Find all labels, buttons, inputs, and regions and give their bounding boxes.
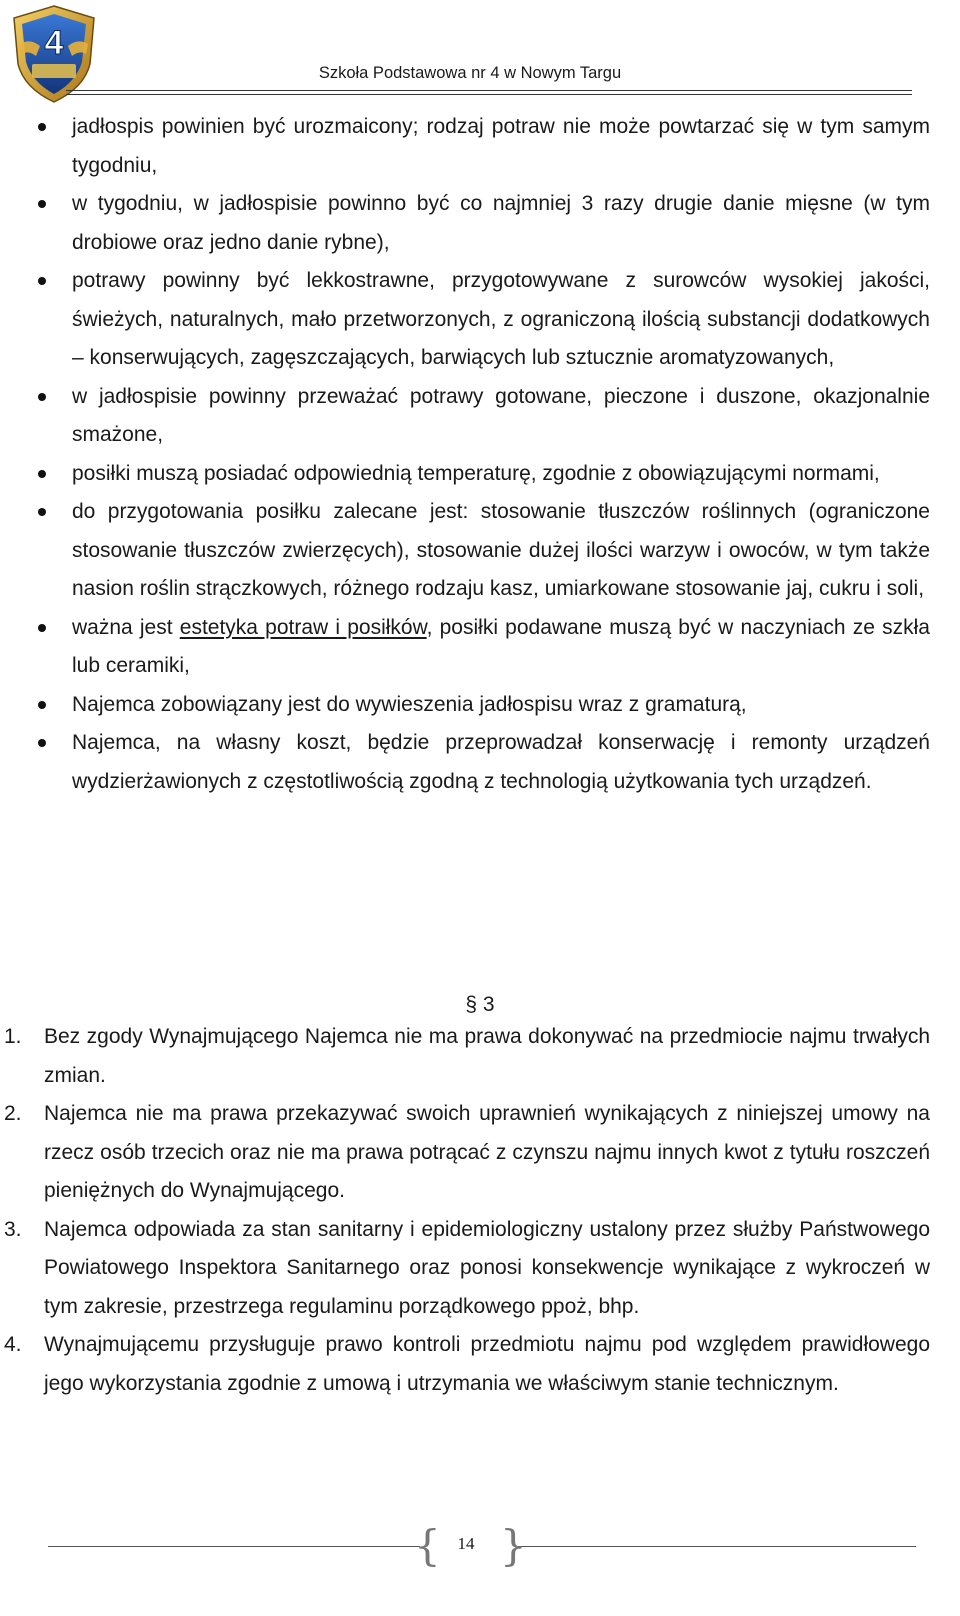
clause-text: Najemca odpowiada za stan sanitarny i epidemiologiczny ustalony przez służby Państwowego Powiatowego Inspektora Sanitarnego oraz ponosi konsekwencje wynikające z wykroczeń w tym zakresie, przestrzega regulaminu porządkowego ppoż, bhp. (44, 1217, 930, 1318)
clause-number: 1. (4, 1025, 22, 1048)
school-name: Szkoła Podstawowa nr 4 w Nowym Targu (318, 64, 622, 82)
clause-item (0, 1326, 960, 1403)
list-item-text: do przygotowania posiłku zalecane jest: stosowanie tłuszczów roślinnych (ograniczone stosowanie tłuszczów zwierzęcych), stosowanie dużej ilości warzyw i owoców, w tym także nasion roślin strączkowych, różnego rodzaju kasz, umiarkowane stosowanie jaj, cukru i soli, (72, 500, 930, 600)
school-logo (10, 4, 98, 104)
header-rule-double (66, 94, 912, 95)
list-item-text: Najemca, na własny koszt, będzie przeprowadzał konserwację i remonty urządzeń wydzierżawionych z częstotliwością zgodną z technologią użytkowania tych urządzeń. (72, 731, 930, 793)
clauses-list (0, 1018, 960, 1403)
left-brace: { (414, 1521, 441, 1570)
list-item (0, 108, 960, 185)
list-item-text: w tygodniu, w jadłospisie powinno być co najmniej 3 razy drugie danie mięsne (w tym drobiowe oraz jedno danie rybne), (72, 192, 930, 254)
page-number: 14 (457, 1534, 475, 1553)
footer-rule-left (48, 1546, 420, 1547)
bullet-icon (38, 470, 46, 478)
clause-item (0, 1018, 960, 1095)
logo-number: 4 (44, 24, 64, 62)
list-item (0, 185, 960, 262)
bullet-icon (38, 123, 46, 131)
section-heading: § 3 (465, 993, 495, 1016)
list-item-text: posiłki muszą posiadać odpowiednią temperaturę, zgodnie z obowiązującymi normami, (72, 461, 880, 485)
list-item (0, 262, 960, 378)
list-item (0, 609, 960, 686)
list-item-text: Najemca zobowiązany jest do wywieszenia jadłospisu wraz z gramaturą, (72, 692, 747, 716)
footer-rule-right (514, 1546, 916, 1547)
clause-number: 3. (4, 1217, 22, 1241)
list-item (0, 455, 960, 494)
clause-text: Najemca nie ma prawa przekazywać swoich uprawnień wynikających z niniejszej umowy na rzecz osób trzecich oraz nie ma prawa potrącać z czynszu najmu innych kwot z tytułu roszczeń pieniężnych do Wynajmującego. (44, 1102, 930, 1202)
bullet-icon (38, 200, 46, 208)
bullet-icon (38, 393, 46, 401)
list-item (0, 493, 960, 609)
clause-number: 2. (4, 1102, 22, 1125)
list-item (0, 686, 960, 725)
requirements-list (0, 108, 960, 801)
clause-text: Wynajmującemu przysługuje prawo kontroli przedmiotu najmu pod względem prawidłowego jego wykorzystania zgodnie z umową i utrzymania we właściwym stanie technicznym. (44, 1333, 930, 1395)
list-item-text-before: ważna jest (72, 615, 180, 639)
list-item (0, 378, 960, 455)
list-item-text: w jadłospisie powinny przeważać potrawy gotowane, pieczone i duszone, okazjonalnie smażone, (72, 384, 930, 446)
bullet-icon (38, 277, 46, 285)
underlined-phrase: estetyka potraw i posiłków (179, 615, 427, 639)
right-brace: } (500, 1521, 527, 1570)
clause-item (0, 1211, 960, 1327)
clause-item (0, 1095, 960, 1211)
bullet-icon (38, 701, 46, 709)
clause-text: Bez zgody Wynajmującego Najemca nie ma prawa dokonywać na przedmiocie najmu trwałych zmian. (44, 1025, 930, 1087)
bullet-icon (38, 624, 46, 632)
list-item (0, 724, 960, 801)
list-item-text-after: , posiłki podawane muszą być w naczyniach ze szkła lub ceramiki, (72, 615, 930, 677)
header-rule (66, 90, 912, 91)
clause-number: 4. (4, 1333, 22, 1356)
list-item-text: jadłospis powinien być urozmaicony; rodzaj potraw nie może powtarzać się w tym samym tygodniu, (72, 115, 930, 177)
bullet-icon (38, 508, 46, 516)
list-item-text: potrawy powinny być lekkostrawne, przygotowywane z surowców wysokiej jakości, świeżych, naturalnych, mało przetworzonych, z ograniczoną ilością substancji dodatkowych – konserwujących, zagęszczających, barwiących lub sztucznie aromatyzowanych, (72, 269, 930, 369)
bullet-icon (38, 739, 46, 747)
